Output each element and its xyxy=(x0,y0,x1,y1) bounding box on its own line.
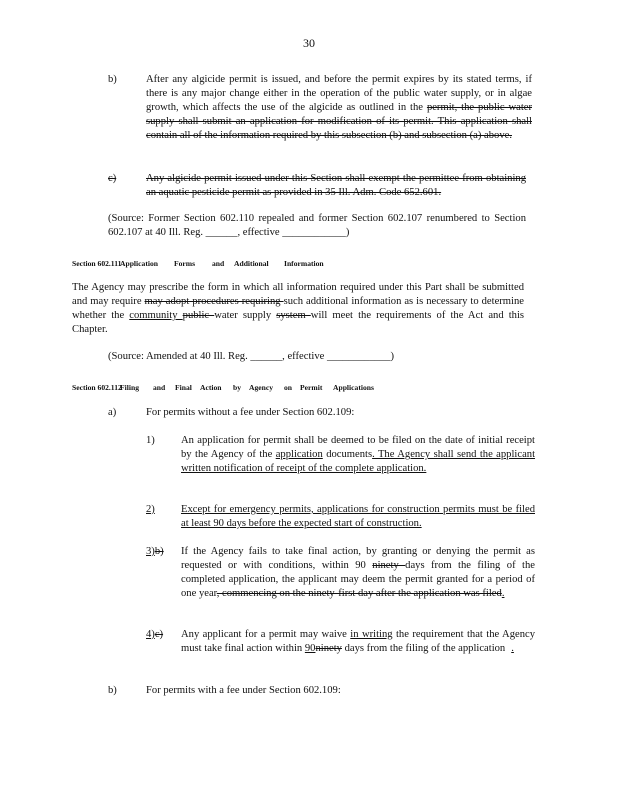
item-4-t3: days from the filing of the application xyxy=(341,643,506,654)
item-3-label-old: b) xyxy=(154,546,164,557)
section-112-heading xyxy=(72,381,374,395)
item-1-text xyxy=(181,434,535,476)
section-112-title-word-6: Agency xyxy=(249,383,274,392)
para-b1-t2: either in the operation of the public water supply, or in algae growth, which affects the use of the algicide as outlined xyxy=(146,88,532,113)
item-4-u2: 90 xyxy=(304,643,316,654)
item-3-t1: If the Agency fails to take final action, by granting or denying the permit as requested or with conditions, within 90 xyxy=(181,546,535,571)
para-b1-struck: permit, the public water supply shall submit an application for modification of its permit. This application shall contain all of the information required by this subsection (b) and subsection (a) above. xyxy=(146,102,532,141)
para-111-t6: will meet the requirements of the Act and this Chapter. xyxy=(72,310,525,335)
item-4-t4: . xyxy=(511,643,514,654)
item-4-t2: the requirement that the Agency must take final action within xyxy=(181,629,535,654)
para-b1-t1: After any algicide permit is issued, and before the permit expires by its stated terms, if there is any major change xyxy=(146,74,532,99)
para-b2-label: b) xyxy=(108,685,117,696)
section-111-number: Section 602.111 xyxy=(72,259,122,268)
item-4-t1: Any applicant for a permit may waive xyxy=(181,629,351,640)
item-4-label xyxy=(146,628,163,642)
para-b1-text xyxy=(146,73,532,143)
page-number: 30 xyxy=(303,36,315,50)
para-a-label: a) xyxy=(108,407,117,418)
item-3-s1: ninety xyxy=(372,560,406,571)
item-3-s2: , commencing on the ninety-first day after the application was filed xyxy=(216,588,502,599)
item-1-t2: documents xyxy=(322,449,373,460)
item-2-label: 2) xyxy=(146,504,155,515)
item-3-label-new: 3) xyxy=(146,546,155,557)
section-112-title-word-2: and xyxy=(153,383,166,392)
para-a-text: For permits without a fee under Section 602.109: xyxy=(146,407,355,418)
para-111-s2: public xyxy=(182,310,215,321)
para-b1-label: b) xyxy=(108,74,117,85)
item-3-t2: days from the filing of the completed application, the applicant may deem the permit granted for a period of one year xyxy=(181,560,535,599)
section-112-title-word-1: Filing xyxy=(120,383,139,392)
para-111-s1: may adopt procedures requiring xyxy=(144,296,284,307)
item-1-u2: . The Agency shall send the applicant written notification of receipt of the complete application. xyxy=(181,449,536,474)
para-111-t3: such additional information as is necessary to determine xyxy=(283,296,524,307)
section-112-title-word-7: on xyxy=(284,383,293,392)
section-111-title-word-1: Application xyxy=(120,259,158,268)
section-112-title-word-4: Action xyxy=(200,383,222,392)
para-b1-t3: in the xyxy=(397,102,427,113)
section-111-title-word-4: Additional xyxy=(234,259,269,268)
section-112-title-word-8: Permit xyxy=(300,383,323,392)
section-111-body xyxy=(72,281,524,337)
source-note-2: (Source: Amended at 40 Ill. Reg. ______, effective ____________) xyxy=(108,351,395,362)
item-4-label-new: 4) xyxy=(146,629,155,640)
para-111-t1: The Agency may prescribe the form in which xyxy=(72,282,270,293)
item-3-t3: . xyxy=(501,588,505,599)
section-111-title-word-3: and xyxy=(212,259,225,268)
item-1-t1: An application for permit shall be deemed to be filed on the date of initial receipt by the Agency of the xyxy=(181,435,535,460)
section-112-title-word-5: by xyxy=(233,383,242,392)
para-c-label: c) xyxy=(108,173,117,184)
item-2-text: Except for emergency permits, applications for construction permits must be filed at least 90 days before the expected start of construction. xyxy=(181,504,535,529)
section-112-title-word-3: Final xyxy=(175,383,192,392)
para-111-t4: whether the xyxy=(72,310,130,321)
item-3-text xyxy=(181,545,535,601)
para-b2-text: For permits with a fee under Section 602.109: xyxy=(146,685,341,696)
para-111-t2: all information required under this Part shall be submitted and may require xyxy=(72,282,524,307)
item-4-u1: in writing xyxy=(350,629,393,640)
section-111-title-word-2: Forms xyxy=(174,259,196,268)
item-1-label: 1) xyxy=(146,435,155,446)
source-note-1: (Source: Former Section 602.110 repealed and former Section 602.107 renumbered to Section 602.107 at 40 Ill. Reg. ______, effective ____________) xyxy=(108,213,526,238)
item-4-s1: ninety xyxy=(315,643,342,654)
section-112-title-word-9: Applications xyxy=(333,383,374,392)
para-111-u1: community xyxy=(129,310,183,321)
para-c-text: Any algicide permit issued under this Section shall exempt the permittee from obtaining an aquatic pesticide permit as provided in 35 Ill. Adm. Code 652.601. xyxy=(146,173,526,198)
section-111-heading xyxy=(72,257,324,271)
section-112-number: Section 602.112 xyxy=(72,383,122,392)
para-111-s3: system xyxy=(276,310,311,321)
section-111-title-word-5: Information xyxy=(284,259,324,268)
para-111-t5: water supply xyxy=(214,310,277,321)
item-4-text xyxy=(181,628,535,656)
item-1-u1: application xyxy=(275,449,323,460)
item-3-label xyxy=(146,545,164,559)
item-4-label-old: c) xyxy=(154,629,164,640)
